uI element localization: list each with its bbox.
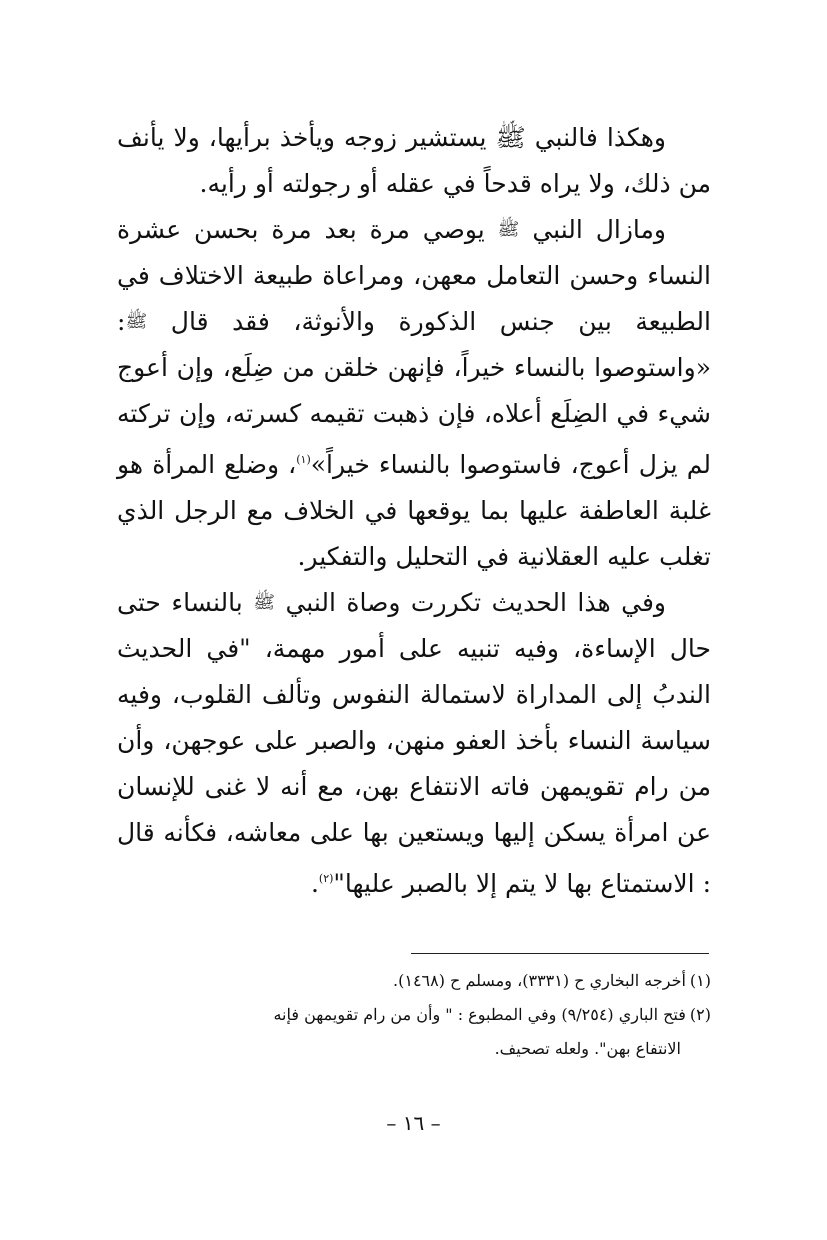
footnote-number: (٢)	[689, 1005, 711, 1024]
paragraph-3	[117, 580, 711, 907]
footnote-separator	[411, 953, 709, 954]
honorific-glyph: ﷺ	[125, 311, 148, 332]
hadith-quote: : «واستوصوا بالنساء خيراً، فإنهن خلقن من ضِلَع، وإن أعوج شيء في الضِلَع أعلاه، فإن ذهبت تقيمه كسرته، وإن تركته لم يزل أعوج، فاستوصوا بالنساء خيراً»	[117, 307, 711, 479]
paragraph-3-end: .	[310, 869, 319, 898]
honorific-glyph: ﷺ	[497, 219, 520, 240]
paragraph-1-text: وهكذا فالنبي ﷺ يستشير زوجه ويأخذ برأيها، ولا يأنف من ذلك، ولا يراه قدحاً في عقله أو رجولته أو رأيه.	[117, 123, 711, 198]
footnotes	[117, 964, 711, 1066]
paragraph-2-text-a: ومازال النبي	[532, 215, 667, 244]
main-text	[117, 115, 711, 907]
paragraph-3-text-b: بالنساء حتى حال الإساءة، وفيه تنبيه على أمور مهمة، "في الحديث الندبُ إلى المداراة لاستمالة النفوس وتألف القلوب، وفيه سياسة النساء بأخذ العفو منهن، والصبر على عوجهن، وأن من رام تقويمهن فاته الانتفاع بهن، مع أنه لا غنى للإنسان عن امرأة يسكن إليها ويستعين بها على معاشه، فكأنه قال : الاستمتاع بها لا يتم إلا بالصبر عليها"	[117, 588, 711, 898]
paragraph-2	[117, 207, 711, 580]
honorific-glyph: ﷺ	[253, 592, 275, 613]
footnote-text: فتح الباري (٩/٢٥٤) وفي المطبوع : " وأن من رام تقويمهن فإنه	[273, 1005, 686, 1024]
footnote-2-continuation	[117, 1032, 711, 1066]
footnote-1	[117, 964, 711, 998]
paragraph-2-text-b: يوصي مرة بعد مرة بحسن عشرة النساء وحسن التعامل معهن، ومراعاة طبيعة الاختلاف في الطبيعة بين جنس الذكورة والأنوثة، فقد قال	[117, 215, 711, 336]
footnote-number: (١)	[689, 971, 711, 990]
paragraph-3-text-a: وفي هذا الحديث تكررت وصاة النبي	[285, 588, 666, 617]
footnote-ref-1: (١)	[296, 453, 311, 466]
paragraph-1	[117, 115, 711, 207]
footnote-2	[117, 998, 711, 1032]
paragraph-2-text-d: ، وضلع المرأة هو غلبة العاطفة عليها بما يوقعها في الخلاف مع الرجل الذي تغلب عليه العقلانية في التحليل والتفكير.	[117, 450, 712, 571]
footnote-text: الانتفاع بهن". ولعله تصحيف.	[494, 1039, 681, 1058]
page-number: – ١٦ –	[386, 1111, 441, 1135]
footnote-text: أخرجه البخاري ح (٣٣٣١)، ومسلم ح (١٤٦٨).	[393, 971, 686, 990]
footnote-ref-2: (٢)	[318, 872, 334, 885]
